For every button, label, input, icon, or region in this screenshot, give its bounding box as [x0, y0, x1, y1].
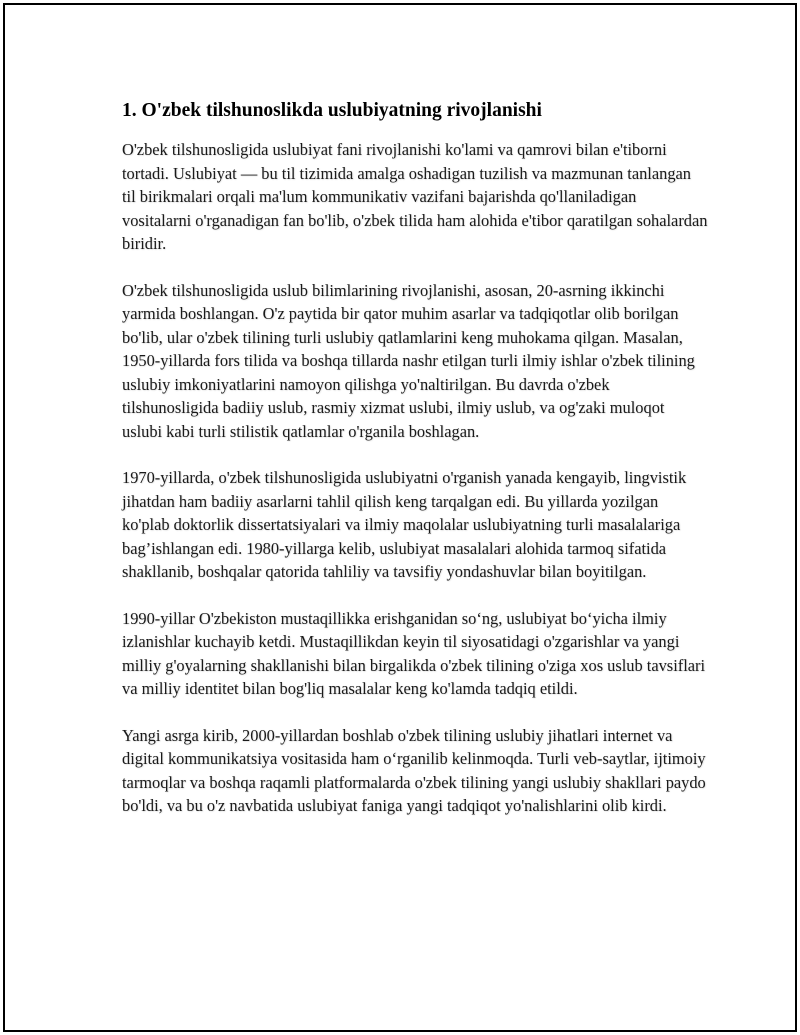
paragraph-5: Yangi asrga kirib, 2000-yillardan boshlab o'zbek tilining uslubiy jihatlari internet va digital kommunikatsiya vositasida ham o‘rganilib kelinmoqda. Turli veb-saytlar, ijtimoiy tarmoqlar va boshqa raqamli platformalarda o'zbek tilining yangi uslubiy shakllari paydo bo'ldi, va bu o'z navbatida uslubiyat faniga yangi tadqiqot yo'nalishlarini olib kirdi.: [122, 725, 706, 815]
document-body: [122, 98, 708, 841]
page-frame: [3, 3, 797, 1032]
paragraph-3: 1970-yillarda, o'zbek tilshunosligida uslubiyatni o'rganish yanada kengayib, lingvistik jihatdan ham badiiy asarlarni tahlil qilish keng tarqalgan edi. Bu yillarda yozilgan ko'plab doktorlik dissertatsiyalari va ilmiy maqolalar uslubiyatning turli masalalariga bag’ishlangan edi. 1980-yillarga kelib, uslubiyat masalalari alohida tarmoq sifatida shakllanib, boshqalar qatorida tahliliy va tavsifiy yondashuvlar bilan boyitilgan.: [122, 468, 687, 581]
paragraph-4: 1990-yillar O'zbekiston mustaqillikka erishganidan so‘ng, uslubiyat bo‘yicha ilmiy izlanishlar kuchayib ketdi. Mustaqillikdan keyin til siyosatidagi o'zgarishlar va yangi milliy g'oyalarning shakllanishi bilan birgalikda o'zbek tilining o'ziga xos uslub tavsiflari va milliy identitet bilan bog'liq masalalar keng ko'lamda tadqiq etildi.: [122, 608, 706, 698]
section-heading: 1. O'zbek tilshunoslikda uslubiyatning rivojlanishi: [122, 100, 542, 121]
paragraph-2: O'zbek tilshunosligida uslub bilimlarining rivojlanishi, asosan, 20-asrning ikkinchi yarmida boshlangan. O'z paytida bir qator muhim asarlar va tadqiqotlar olib borilgan bo'lib, ular o'zbek tilining turli uslubiy qatlamlarini keng muhokama qilgan. Masalan, 1950-yillarda fors tilida va boshqa tillarda nashr etilgan turli ilmiy ishlar o'zbek tilining uslubiy imkoniyatlarini namoyon qilishga yo'naltirilgan. Bu davrda o'zbek tilshunosligida badiiy uslub, rasmiy xizmat uslubi, ilmiy uslub, va og'zaki muloqot uslubi kabi turli stilistik qatlamlar o'rganila boshlagan.: [122, 280, 695, 441]
paragraph-1: O'zbek tilshunosligida uslubiyat fani rivojlanishi ko'lami va qamrovi bilan e'tiborni tortadi. Uslubiyat — bu til tizimida amalga oshadigan tuzilish va mazmunan tanlangan til birikmalari orqali ma'lum kommunikativ vazifani bajarishda qo'llaniladigan vositalarni o'rganadigan fan bo'lib, o'zbek tilida ham alohida e'tibor qaratilgan sohalardan biridir.: [122, 140, 708, 253]
